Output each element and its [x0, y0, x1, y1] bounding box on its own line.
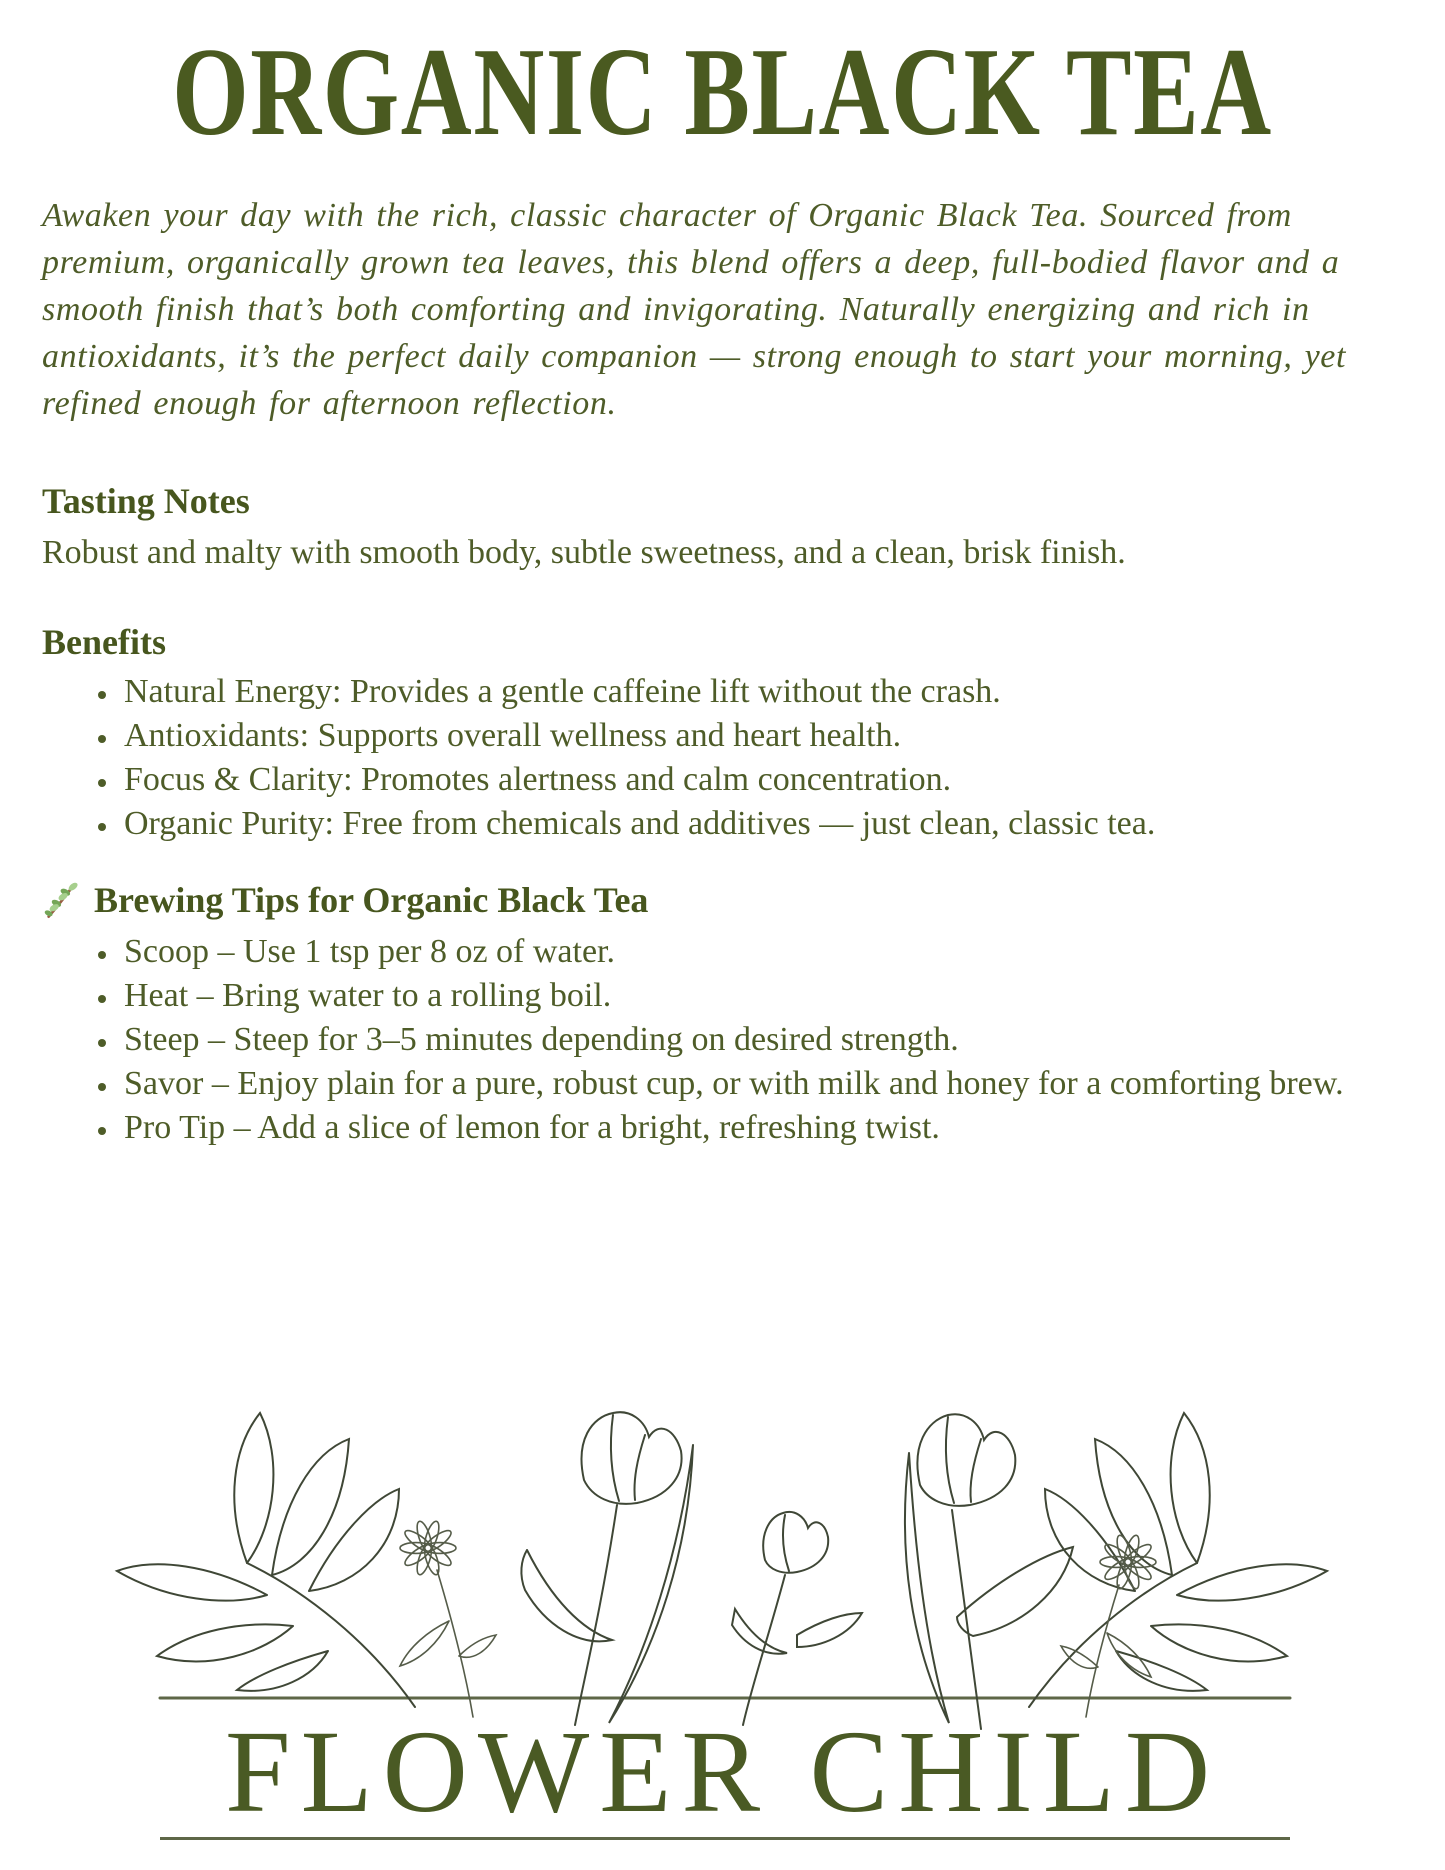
brewing-heading-row	[42, 878, 1350, 922]
benefits-heading: Benefits	[42, 622, 166, 662]
list-item: • Steep – Steep for 3–5 minutes depending on desired strength.	[120, 1018, 1350, 1062]
tasting-notes-heading: Tasting Notes	[42, 481, 250, 521]
page-title: ORGANIC BLACK TEA	[172, 23, 1273, 162]
leafy-branch-right	[1029, 1413, 1327, 1707]
list-item: • Scoop – Use 1 tsp per 8 oz of water.	[120, 930, 1350, 974]
tasting-notes-body: Robust and malty with smooth body, subtle sweetness, and a clean, brisk finish.	[42, 534, 1126, 571]
benefits-list	[42, 670, 1350, 846]
list-item: • Savor – Enjoy plain for a pure, robust cup, or with milk and honey for a comforting brew.	[120, 1062, 1350, 1106]
brewing-list	[42, 930, 1350, 1150]
list-item: • Antioxidants: Supports overall wellness and heart health.	[120, 714, 1350, 758]
footer	[0, 1385, 1445, 1870]
list-item: • Organic Purity: Free from chemicals and additives — just clean, classic tea.	[120, 802, 1350, 846]
herb-sprig-icon	[42, 880, 82, 920]
list-item: • Focus & Clarity: Promotes alertness and calm concentration.	[120, 758, 1350, 802]
list-item: • Heat – Bring water to a rolling boil.	[120, 974, 1350, 1018]
brewing-heading: Brewing Tips for Organic Black Tea	[94, 880, 649, 920]
botanical-illustration	[97, 1385, 1347, 1730]
tulip-left	[521, 1412, 693, 1725]
list-item: • Pro Tip – Add a slice of lemon for a bright, refreshing twist.	[120, 1106, 1350, 1150]
intro-paragraph: Awaken your day with the rich, classic character of Organic Black Tea. Sourced from premium, organically grown tea leaves, this blend offers a deep, full-bodied flavor and a smooth finish that’s both comforting and invigorating. Naturally energizing and rich in antioxidants, it’s the perfect daily companion — strong enough to start your morning, yet refined enough for afternoon reflection.	[42, 197, 1347, 422]
list-item: • Natural Energy: Provides a gentle caffeine lift without the crash.	[120, 670, 1350, 714]
divider-line-bottom	[160, 1837, 1290, 1840]
tulip-center	[732, 1512, 862, 1725]
daisy-right	[1061, 1534, 1156, 1717]
daisy-left	[400, 1520, 496, 1717]
brand-logo-text: FLOWER CHILD	[224, 1706, 1221, 1837]
leafy-branch-left	[117, 1413, 415, 1707]
